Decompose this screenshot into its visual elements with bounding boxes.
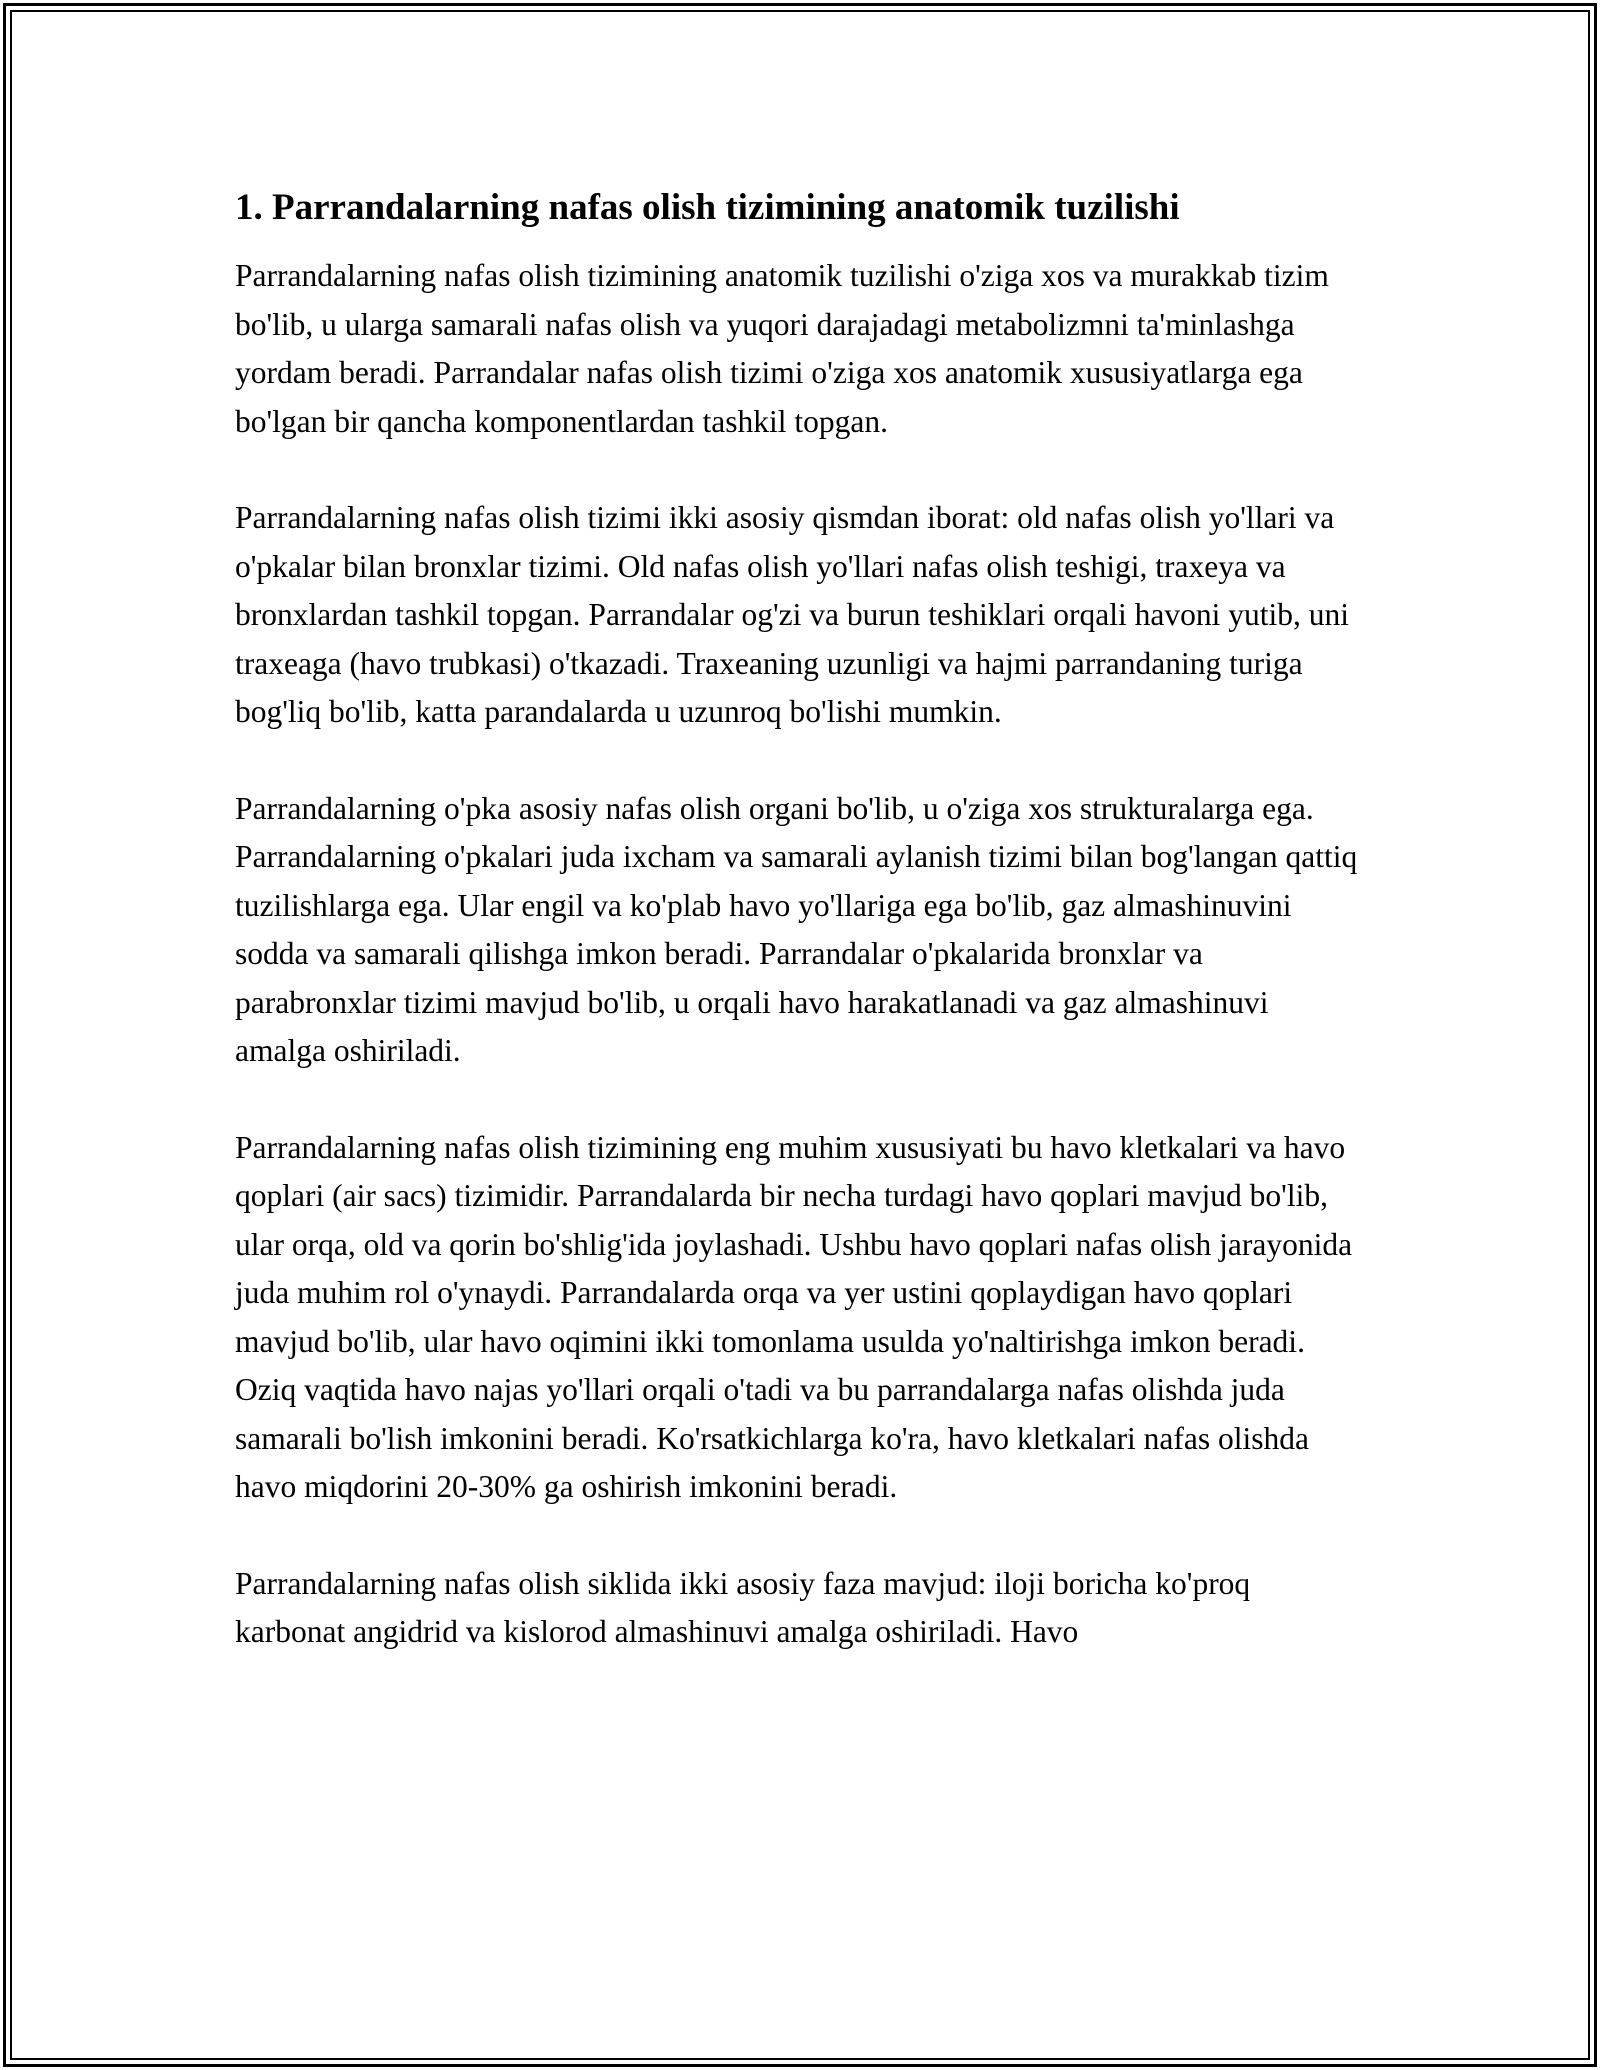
paragraph-4: Parrandalarning nafas olish tizimining eng muhim xususiyati bu havo kletkalari va havo qoplari (air sacs) tizimidir. Parrandalarda bir necha turdagi havo qoplari mavjud bo'lib, ular orqa, old va qorin bo'shlig'ida joylashadi. Ushbu havo qoplari nafas olish jarayonida juda muhim rol o'ynaydi. Parrandalarda orqa va yer ustini qoplaydigan havo qoplari mavjud bo'lib, ular havo oqimini ikki tomonlama usulda yo'naltirishga imkon beradi. Oziq vaqtida havo najas yo'llari orqali o'tadi va bu parrandalarga nafas olishda juda samarali bo'lish imkonini beradi. Ko'rsatkichlarga ko'ra, havo kletkalari nafas olishda havo miqdorini 20-30% ga oshirish imkonini beradi.	[235, 1129, 1353, 1505]
section-heading: 1. Parrandalarning nafas olish tizimining anatomik tuzilishi	[235, 187, 1180, 228]
paragraph-5: Parrandalarning nafas olish siklida ikki asosiy faza mavjud: iloji boricha ko'proq karbonat angidrid va kislorod almashinuvi amalga oshiriladi. Havo	[235, 1565, 1251, 1650]
document-body	[235, 186, 1365, 1705]
paragraph-2: Parrandalarning nafas olish tizimi ikki asosiy qismdan iborat: old nafas olish yo'llari va o'pkalar bilan bronxlar tizimi. Old nafas olish yo'llari nafas olish teshigi, traxeya va bronxlardan tashkil topgan. Parrandalar og'zi va burun teshiklari orqali havoni yutib, uni traxeaga (havo trubkasi) o'tkazadi. Traxeaning uzunligi va hajmi parrandaning turiga bog'liq bo'lib, katta parandalarda u uzunroq bo'lishi mumkin.	[235, 500, 1350, 730]
paragraph-3: Parrandalarning o'pka asosiy nafas olish organi bo'lib, u o'ziga xos strukturalarga ega. Parrandalarning o'pkalari juda ixcham va samarali aylanish tizimi bilan bog'langan qattiq tuzilishlarga ega. Ular engil va ko'plab havo yo'llariga ega bo'lib, gaz almashinuvini sodda va samarali qilishga imkon beradi. Parrandalar o'pkalarida bronxlar va parabronxlar tizimi mavjud bo'lib, u orqali havo harakatlanadi va gaz almashinuvi amalga oshiriladi.	[235, 790, 1358, 1069]
paragraph-1: Parrandalarning nafas olish tizimining anatomik tuzilishi o'ziga xos va murakkab tizim bo'lib, u ularga samarali nafas olish va yuqori darajadagi metabolizmni ta'minlashga yordam beradi. Parrandalar nafas olish tizimi o'ziga xos anatomik xususiyatlarga ega bo'lgan bir qancha komponentlardan tashkil topgan.	[235, 258, 1329, 439]
